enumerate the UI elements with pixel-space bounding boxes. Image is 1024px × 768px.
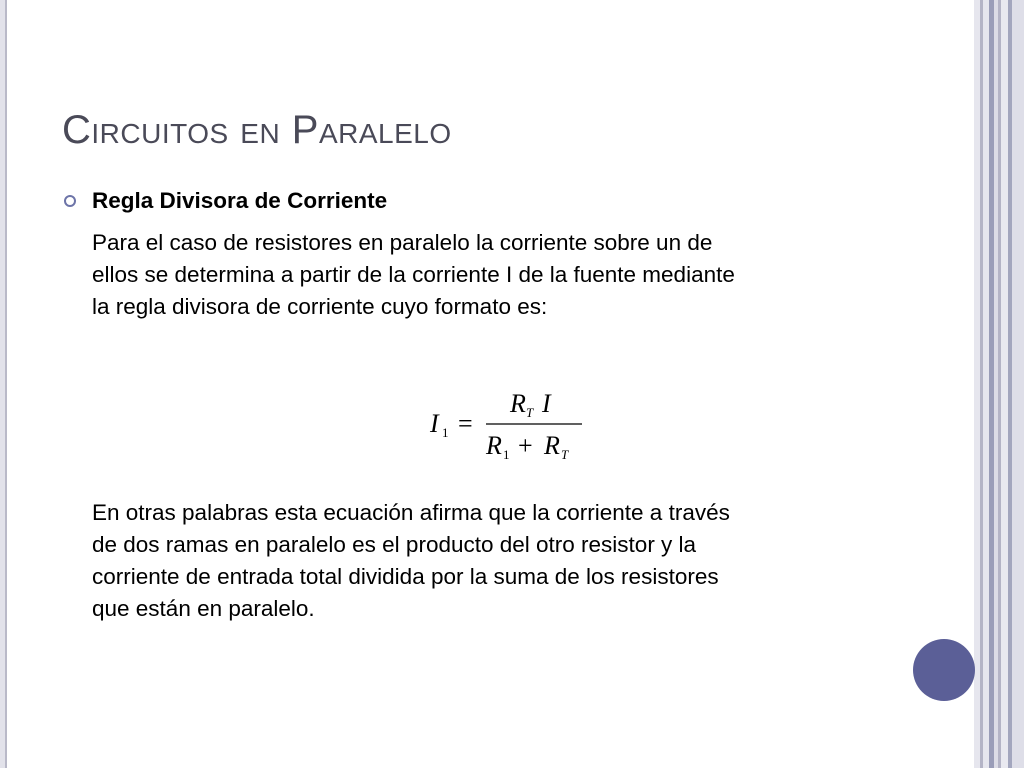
formula-denominator-r1: R — [486, 431, 502, 460]
formula-denominator-r1-sub: 1 — [503, 447, 510, 462]
formula-denominator-rt-sub: T — [561, 447, 569, 462]
bullet-heading: Regla Divisora de Corriente — [92, 188, 388, 213]
paragraph-line: En otras palabras esta ecuación afirma que la corriente a través — [92, 500, 730, 525]
current-divider-formula — [420, 382, 600, 472]
paragraph-intro — [92, 227, 892, 323]
formula-lhs-sub: 1 — [442, 425, 449, 440]
paragraph-line: que están en paralelo. — [92, 596, 315, 621]
bullet-ring-icon — [64, 195, 76, 207]
paragraph-explanation — [92, 497, 892, 625]
paragraph-line: de dos ramas en paralelo es el producto del otro resistor y la — [92, 532, 697, 557]
formula-denominator-plus: + — [518, 431, 533, 460]
left-edge-border — [0, 0, 7, 768]
paragraph-line: corriente de entrada total dividida por la suma de los resistores — [92, 564, 719, 589]
paragraph-line: ellos se determina a partir de la corriente I de la fuente mediante — [92, 262, 735, 287]
decorative-circle-icon — [913, 639, 975, 701]
formula-lhs: I — [430, 409, 439, 438]
paragraph-line: la regla divisora de corriente cuyo formato es: — [92, 294, 548, 319]
paragraph-line: Para el caso de resistores en paralelo la corriente sobre un de — [92, 230, 713, 255]
formula-equals: = — [458, 409, 473, 438]
formula-numerator-r: R — [510, 389, 526, 418]
formula-numerator-i: I — [542, 389, 551, 418]
slide-title: Circuitos en Paralelo — [62, 108, 452, 152]
formula-numerator-r-sub: T — [526, 405, 534, 420]
formula-denominator-rt: R — [544, 431, 560, 460]
